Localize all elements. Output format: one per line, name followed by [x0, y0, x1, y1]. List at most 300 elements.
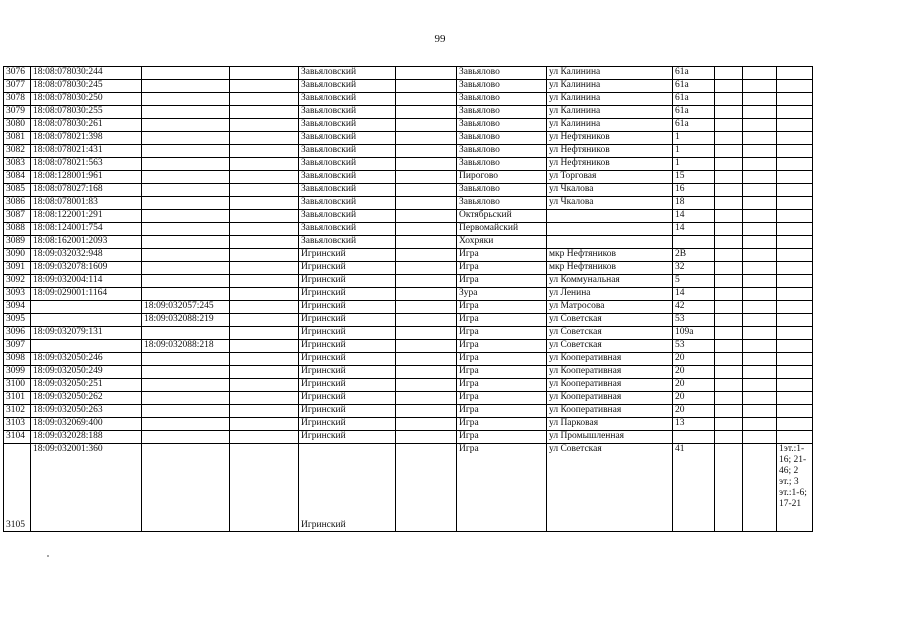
district: Завьяловский [299, 93, 396, 106]
locality: Игра [457, 249, 547, 262]
cadastral-number-alt [142, 171, 230, 184]
district: Игринский [299, 353, 396, 366]
house-number: 14 [673, 210, 715, 223]
cadastral-number-alt [142, 158, 230, 171]
row-number: 3082 [4, 145, 31, 158]
table-row [4, 119, 813, 132]
cadastral-number [31, 340, 142, 353]
district: Игринский [299, 379, 396, 392]
note [777, 275, 813, 288]
empty-cell [715, 353, 743, 366]
note [777, 366, 813, 379]
empty-cell [396, 288, 457, 301]
row-number: 3103 [4, 418, 31, 431]
note [777, 340, 813, 353]
row-number: 3098 [4, 353, 31, 366]
row-number: 3086 [4, 197, 31, 210]
house-number: 20 [673, 366, 715, 379]
note [777, 106, 813, 119]
empty-cell [715, 197, 743, 210]
table-row [4, 327, 813, 340]
table-row [4, 353, 813, 366]
cadastral-number: 18:08:078021:398 [31, 132, 142, 145]
cadastral-number: 18:08:122001:291 [31, 210, 142, 223]
empty-cell [230, 67, 299, 80]
cadastral-number-alt [142, 262, 230, 275]
street: мкр Нефтяников [547, 262, 673, 275]
district: Завьяловский [299, 171, 396, 184]
table-row [4, 132, 813, 145]
empty-cell [396, 392, 457, 405]
cadastral-number-alt [142, 327, 230, 340]
empty-cell [396, 379, 457, 392]
street: ул Коммунальная [547, 275, 673, 288]
note [777, 80, 813, 93]
house-number [673, 431, 715, 444]
table-row [4, 197, 813, 210]
empty-cell [396, 353, 457, 366]
empty-cell [396, 171, 457, 184]
house-number: 20 [673, 405, 715, 418]
cadastral-number-alt [142, 236, 230, 249]
row-number: 3095 [4, 314, 31, 327]
empty-cell [396, 158, 457, 171]
house-number: 61а [673, 80, 715, 93]
note [777, 418, 813, 431]
empty-cell [230, 431, 299, 444]
locality: Игра [457, 405, 547, 418]
empty-cell [743, 223, 777, 236]
street: ул Парковая [547, 418, 673, 431]
empty-cell [396, 67, 457, 80]
empty-cell [743, 171, 777, 184]
street: ул Калинина [547, 119, 673, 132]
table-row [4, 340, 813, 353]
row-number: 3083 [4, 158, 31, 171]
street: ул Калинина [547, 106, 673, 119]
note [777, 171, 813, 184]
row-number: 3079 [4, 106, 31, 119]
cadastral-number: 18:09:032004:114 [31, 275, 142, 288]
street: ул Нефтяников [547, 132, 673, 145]
scan-speck [47, 555, 49, 557]
empty-cell [230, 210, 299, 223]
locality: Игра [457, 314, 547, 327]
empty-cell [230, 119, 299, 132]
row-number: 3085 [4, 184, 31, 197]
locality: Игра [457, 418, 547, 431]
empty-cell [743, 210, 777, 223]
empty-cell [715, 171, 743, 184]
empty-cell [396, 197, 457, 210]
district: Игринский [299, 288, 396, 301]
cadastral-number-alt [142, 353, 230, 366]
cadastral-number: 18:08:078027:168 [31, 184, 142, 197]
cadastral-number [31, 314, 142, 327]
street: ул Промышленная [547, 431, 673, 444]
empty-cell [743, 184, 777, 197]
cadastral-number-alt [142, 223, 230, 236]
note [777, 132, 813, 145]
cadastral-number: 18:09:032050:263 [31, 405, 142, 418]
cadastral-number-alt [142, 275, 230, 288]
empty-cell [230, 158, 299, 171]
locality: Игра [457, 366, 547, 379]
street [547, 210, 673, 223]
empty-cell [715, 249, 743, 262]
empty-cell [743, 379, 777, 392]
district: Завьяловский [299, 210, 396, 223]
empty-cell [230, 132, 299, 145]
district: Завьяловский [299, 106, 396, 119]
empty-cell [743, 93, 777, 106]
cadastral-number-alt [142, 288, 230, 301]
street: ул Кооперативная [547, 392, 673, 405]
row-number: 3089 [4, 236, 31, 249]
street: мкр Нефтяников [547, 249, 673, 262]
row-number: 3105 [4, 444, 31, 532]
house-number: 1 [673, 132, 715, 145]
empty-cell [230, 327, 299, 340]
house-number: 14 [673, 288, 715, 301]
locality: Игра [457, 275, 547, 288]
note [777, 301, 813, 314]
house-number: 20 [673, 379, 715, 392]
empty-cell [230, 275, 299, 288]
district: Игринский [299, 444, 396, 532]
empty-cell [230, 262, 299, 275]
note: 1эт.:1-16; 21-46; 2 эт.; 3 эт.:1-6; 17-21 [777, 444, 813, 532]
empty-cell [396, 366, 457, 379]
street: ул Матросова [547, 301, 673, 314]
empty-cell [230, 366, 299, 379]
empty-cell [715, 210, 743, 223]
empty-cell [396, 275, 457, 288]
cadastral-number: 18:09:032032:948 [31, 249, 142, 262]
locality: Завьялово [457, 197, 547, 210]
note [777, 379, 813, 392]
registry-body [4, 67, 813, 532]
empty-cell [715, 288, 743, 301]
empty-cell [715, 379, 743, 392]
street: ул Чкалова [547, 184, 673, 197]
empty-cell [743, 158, 777, 171]
empty-cell [715, 158, 743, 171]
row-number: 3090 [4, 249, 31, 262]
cadastral-number: 18:09:032078:1609 [31, 262, 142, 275]
locality: Завьялово [457, 80, 547, 93]
note [777, 145, 813, 158]
row-number: 3080 [4, 119, 31, 132]
house-number: 16 [673, 184, 715, 197]
empty-cell [715, 67, 743, 80]
district: Игринский [299, 249, 396, 262]
table-row [4, 392, 813, 405]
locality: Игра [457, 353, 547, 366]
row-number: 3091 [4, 262, 31, 275]
empty-cell [230, 379, 299, 392]
locality: Завьялово [457, 132, 547, 145]
cadastral-number: 18:09:032050:246 [31, 353, 142, 366]
table-row [4, 249, 813, 262]
empty-cell [715, 444, 743, 532]
row-number: 3084 [4, 171, 31, 184]
empty-cell [743, 392, 777, 405]
empty-cell [743, 340, 777, 353]
table-row [4, 288, 813, 301]
district: Завьяловский [299, 236, 396, 249]
empty-cell [743, 262, 777, 275]
row-number: 3100 [4, 379, 31, 392]
empty-cell [396, 80, 457, 93]
empty-cell [743, 431, 777, 444]
house-number: 53 [673, 314, 715, 327]
street: ул Нефтяников [547, 158, 673, 171]
empty-cell [230, 93, 299, 106]
empty-cell [743, 366, 777, 379]
cadastral-number: 18:08:078030:245 [31, 80, 142, 93]
empty-cell [396, 106, 457, 119]
table-row [4, 444, 813, 532]
row-number: 3101 [4, 392, 31, 405]
empty-cell [230, 353, 299, 366]
empty-cell [396, 223, 457, 236]
house-number: 42 [673, 301, 715, 314]
table-row [4, 184, 813, 197]
locality: Завьялово [457, 93, 547, 106]
empty-cell [230, 340, 299, 353]
locality: Завьялово [457, 158, 547, 171]
empty-cell [715, 275, 743, 288]
cadastral-number: 18:08:128001:961 [31, 171, 142, 184]
cadastral-number: 18:08:124001:754 [31, 223, 142, 236]
cadastral-number: 18:09:032050:251 [31, 379, 142, 392]
cadastral-number: 18:09:032050:249 [31, 366, 142, 379]
empty-cell [396, 93, 457, 106]
cadastral-number-alt [142, 210, 230, 223]
empty-cell [743, 444, 777, 532]
empty-cell [396, 340, 457, 353]
empty-cell [715, 314, 743, 327]
empty-cell [743, 353, 777, 366]
table-row [4, 301, 813, 314]
locality: Завьялово [457, 145, 547, 158]
row-number: 3076 [4, 67, 31, 80]
row-number: 3078 [4, 93, 31, 106]
district: Игринский [299, 314, 396, 327]
cadastral-number: 18:08:078021:431 [31, 145, 142, 158]
empty-cell [715, 106, 743, 119]
empty-cell [743, 145, 777, 158]
registry-table [3, 66, 813, 532]
note [777, 314, 813, 327]
house-number: 20 [673, 392, 715, 405]
cadastral-number-alt: 18:09:032088:219 [142, 314, 230, 327]
district: Игринский [299, 366, 396, 379]
cadastral-number-alt [142, 119, 230, 132]
cadastral-number: 18:08:078030:255 [31, 106, 142, 119]
empty-cell [230, 80, 299, 93]
empty-cell [230, 301, 299, 314]
house-number: 61а [673, 93, 715, 106]
empty-cell [230, 197, 299, 210]
cadastral-number-alt [142, 431, 230, 444]
empty-cell [230, 392, 299, 405]
house-number: 61а [673, 119, 715, 132]
empty-cell [715, 431, 743, 444]
empty-cell [396, 145, 457, 158]
empty-cell [743, 132, 777, 145]
empty-cell [396, 262, 457, 275]
locality: Игра [457, 301, 547, 314]
row-number: 3094 [4, 301, 31, 314]
row-number: 3096 [4, 327, 31, 340]
street [547, 223, 673, 236]
table-row [4, 223, 813, 236]
empty-cell [230, 405, 299, 418]
cadastral-number: 18:09:032050:262 [31, 392, 142, 405]
empty-cell [396, 418, 457, 431]
empty-cell [743, 236, 777, 249]
house-number [673, 236, 715, 249]
cadastral-number: 18:09:032069:400 [31, 418, 142, 431]
street: ул Нефтяников [547, 145, 673, 158]
row-number: 3087 [4, 210, 31, 223]
street: ул Советская [547, 314, 673, 327]
house-number: 2В [673, 249, 715, 262]
empty-cell [715, 184, 743, 197]
empty-cell [715, 145, 743, 158]
row-number: 3097 [4, 340, 31, 353]
district: Игринский [299, 327, 396, 340]
district: Игринский [299, 262, 396, 275]
locality: Игра [457, 392, 547, 405]
house-number: 5 [673, 275, 715, 288]
note [777, 67, 813, 80]
street: ул Советская [547, 444, 673, 532]
street [547, 236, 673, 249]
locality: Зура [457, 288, 547, 301]
district: Завьяловский [299, 223, 396, 236]
cadastral-number: 18:09:032001:360 [31, 444, 142, 532]
street: ул Советская [547, 327, 673, 340]
empty-cell [230, 236, 299, 249]
house-number: 14 [673, 223, 715, 236]
district: Завьяловский [299, 132, 396, 145]
empty-cell [230, 223, 299, 236]
note [777, 236, 813, 249]
table-row [4, 236, 813, 249]
cadastral-number: 18:08:078001:83 [31, 197, 142, 210]
street: ул Калинина [547, 67, 673, 80]
house-number: 61а [673, 106, 715, 119]
cadastral-number: 18:09:032028:188 [31, 431, 142, 444]
row-number: 3092 [4, 275, 31, 288]
row-number: 3081 [4, 132, 31, 145]
table-row [4, 431, 813, 444]
house-number: 18 [673, 197, 715, 210]
empty-cell [396, 210, 457, 223]
empty-cell [715, 392, 743, 405]
empty-cell [715, 236, 743, 249]
empty-cell [743, 314, 777, 327]
empty-cell [230, 444, 299, 532]
empty-cell [715, 405, 743, 418]
cadastral-number: 18:08:078030:261 [31, 119, 142, 132]
locality: Завьялово [457, 184, 547, 197]
empty-cell [396, 431, 457, 444]
empty-cell [715, 327, 743, 340]
row-number: 3102 [4, 405, 31, 418]
district: Игринский [299, 275, 396, 288]
empty-cell [715, 223, 743, 236]
page-number: 99 [434, 33, 446, 45]
empty-cell [743, 405, 777, 418]
street: ул Кооперативная [547, 405, 673, 418]
empty-cell [396, 314, 457, 327]
house-number: 1 [673, 158, 715, 171]
empty-cell [396, 444, 457, 532]
district: Игринский [299, 431, 396, 444]
note [777, 184, 813, 197]
empty-cell [715, 119, 743, 132]
note [777, 327, 813, 340]
table-row [4, 80, 813, 93]
empty-cell [396, 184, 457, 197]
empty-cell [743, 288, 777, 301]
district: Игринский [299, 340, 396, 353]
cadastral-number-alt [142, 106, 230, 119]
cadastral-number-alt [142, 93, 230, 106]
empty-cell [743, 197, 777, 210]
empty-cell [715, 366, 743, 379]
note [777, 431, 813, 444]
table-row [4, 366, 813, 379]
locality: Завьялово [457, 106, 547, 119]
empty-cell [743, 327, 777, 340]
note [777, 210, 813, 223]
street: ул Чкалова [547, 197, 673, 210]
locality: Завьялово [457, 119, 547, 132]
house-number: 61а [673, 67, 715, 80]
house-number: 109а [673, 327, 715, 340]
house-number: 32 [673, 262, 715, 275]
cadastral-number-alt [142, 197, 230, 210]
cadastral-number: 18:08:078030:244 [31, 67, 142, 80]
cadastral-number: 18:08:162001:2093 [31, 236, 142, 249]
district: Завьяловский [299, 80, 396, 93]
table-row [4, 93, 813, 106]
empty-cell [396, 132, 457, 145]
note [777, 405, 813, 418]
cadastral-number: 18:08:078030:250 [31, 93, 142, 106]
empty-cell [396, 405, 457, 418]
cadastral-number-alt [142, 392, 230, 405]
note [777, 353, 813, 366]
cadastral-number-alt [142, 405, 230, 418]
cadastral-number-alt [142, 444, 230, 532]
house-number: 41 [673, 444, 715, 532]
street: ул Кооперативная [547, 353, 673, 366]
locality: Игра [457, 431, 547, 444]
district: Завьяловский [299, 67, 396, 80]
district: Завьяловский [299, 145, 396, 158]
locality: Пирогово [457, 171, 547, 184]
note [777, 223, 813, 236]
empty-cell [743, 275, 777, 288]
street: ул Калинина [547, 80, 673, 93]
table-row [4, 171, 813, 184]
